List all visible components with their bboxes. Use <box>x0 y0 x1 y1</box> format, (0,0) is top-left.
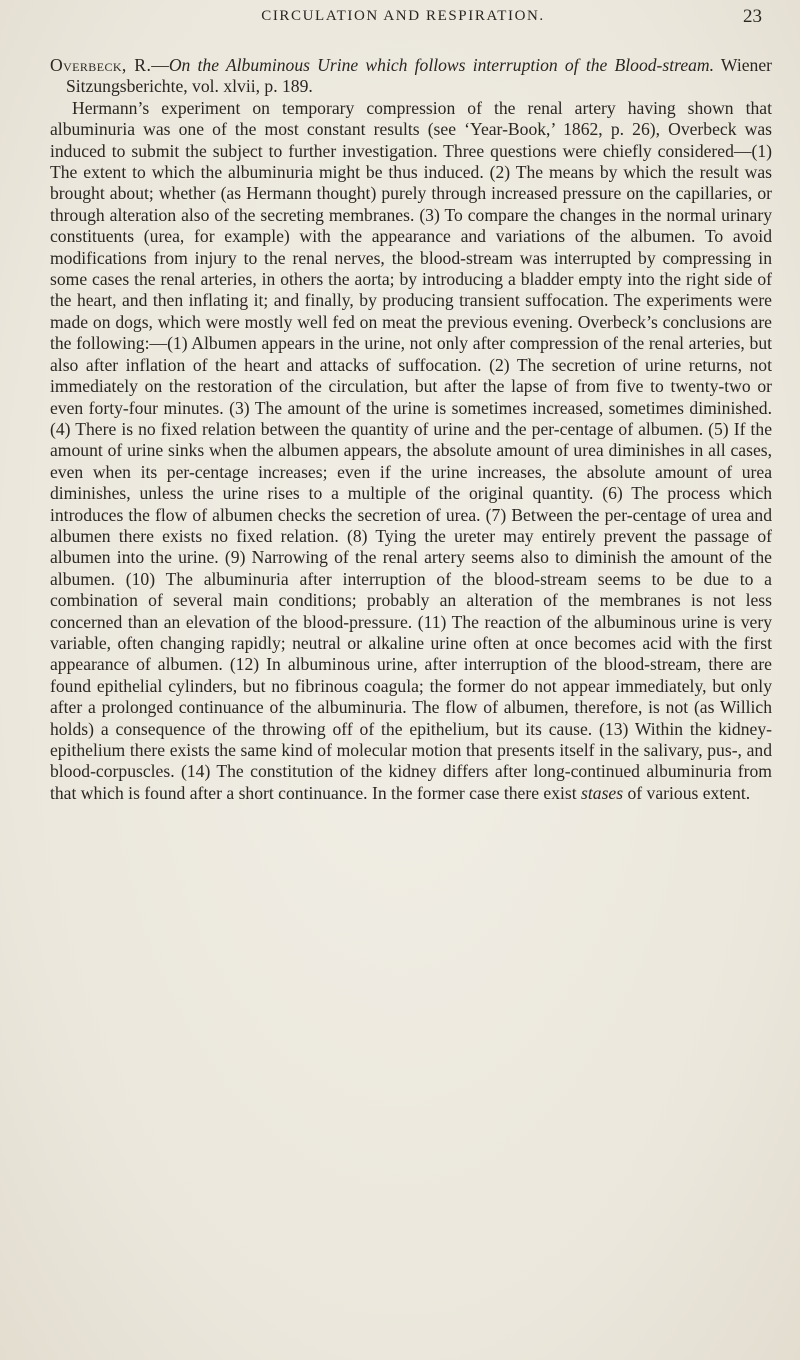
citation: Wiener Sitzungsberichte, vol. xlvii, p. 189. <box>66 55 772 97</box>
running-title: CIRCULATION AND RESPIRATION. <box>261 8 545 24</box>
heading-dash: — <box>151 55 169 75</box>
emphasis-word: stases <box>581 782 624 803</box>
running-head <box>44 6 762 36</box>
entry-heading <box>50 55 772 98</box>
article-body <box>50 55 772 804</box>
body-paragraph <box>50 98 772 804</box>
page-number: 23 <box>743 6 762 27</box>
author-name: Overbeck, R. <box>50 55 152 75</box>
paragraph-tail: of various extent. <box>623 782 751 803</box>
paragraph-text: Hermann’s experiment on temporary compression of the renal artery having shown that albuminuria was one of the most constant results (see ‘Year-Book,’ 1862, p. 26), Overbeck was induced to submit the subject to further investigation. Three questions were chiefly considered—(1) The extent to which the albuminuria might be thus induced. (2) The means by which the result was brought about; whether (as Hermann thought) purely through increased pressure on the capillaries, or through alteration also of the secreting membranes. (3) To compare the changes in the normal urinary constituents (urea, for example) with the appearance and variations of the albumen. To avoid modifications from injury to the renal nerves, the blood-stream was interrupted by compressing in some cases the renal arteries, in others the aorta; by introducing a bladder empty into the right side of the heart, and then inflating it; and finally, by producing transient suffocation. The experiments were made on dogs, which were mostly well fed on meat the previous evening. Overbeck’s conclusions are the following:—(1) Albumen appears in the urine, not only after compression of the renal arteries, but also after inflation of the heart and attacks of suffocation. (2) The secretion of urine returns, not immediately on the restoration of the circulation, but after the lapse of from five to twenty-two or even forty-four minutes. (3) The amount of the urine is sometimes increased, sometimes diminished. (4) There is no fixed relation between the quantity of urine and the per-centage of albumen. (5) If the amount of urine sinks when the albumen appears, the absolute amount of urea diminishes in all cases, even when its per-centage increases; even if the urine increases, the absolute amount of urea diminishes, unless the urine rises to a multiple of the original quantity. (6) The process which introduces the flow of albumen checks the secretion of urea. (7) Between the per-centage of urea and albumen there exists no fixed relation. (8) Tying the ureter may entirely prevent the passage of albumen into the urine. (9) Narrowing of the renal artery seems also to diminish the amount of the albumen. (10) The albuminuria after interruption of the blood-stream seems to be due to a combination of several main conditions; probably an alteration of the membranes is not less concerned than an elevation of the blood-pressure. (11) The reaction of the albuminous urine is very variable, often changing rapidly; neutral or alkaline urine often at once becomes acid with the first appearance of albumen. (12) In albuminous urine, after interruption of the blood-stream, there are found epithelial cylinders, but no fibrinous coagula; the former do not appear immediately, but only after a prolonged continuance of the albuminuria. The flow of albumen, therefore, is not (as Willich holds) a consequence of the throwing off of the epithelium, but its cause. (13) Within the kidney-epithelium there exists the same kind of molecular motion that presents itself in the salivary, pus-, and blood-corpuscles. (14) The constitution of the kidney differs after long-continued albuminuria from that which is found after a short continuance. In the former case there exist <box>50 97 772 803</box>
article-title: On the Albuminous Urine which follows interruption of the Blood-stream. <box>168 55 715 75</box>
